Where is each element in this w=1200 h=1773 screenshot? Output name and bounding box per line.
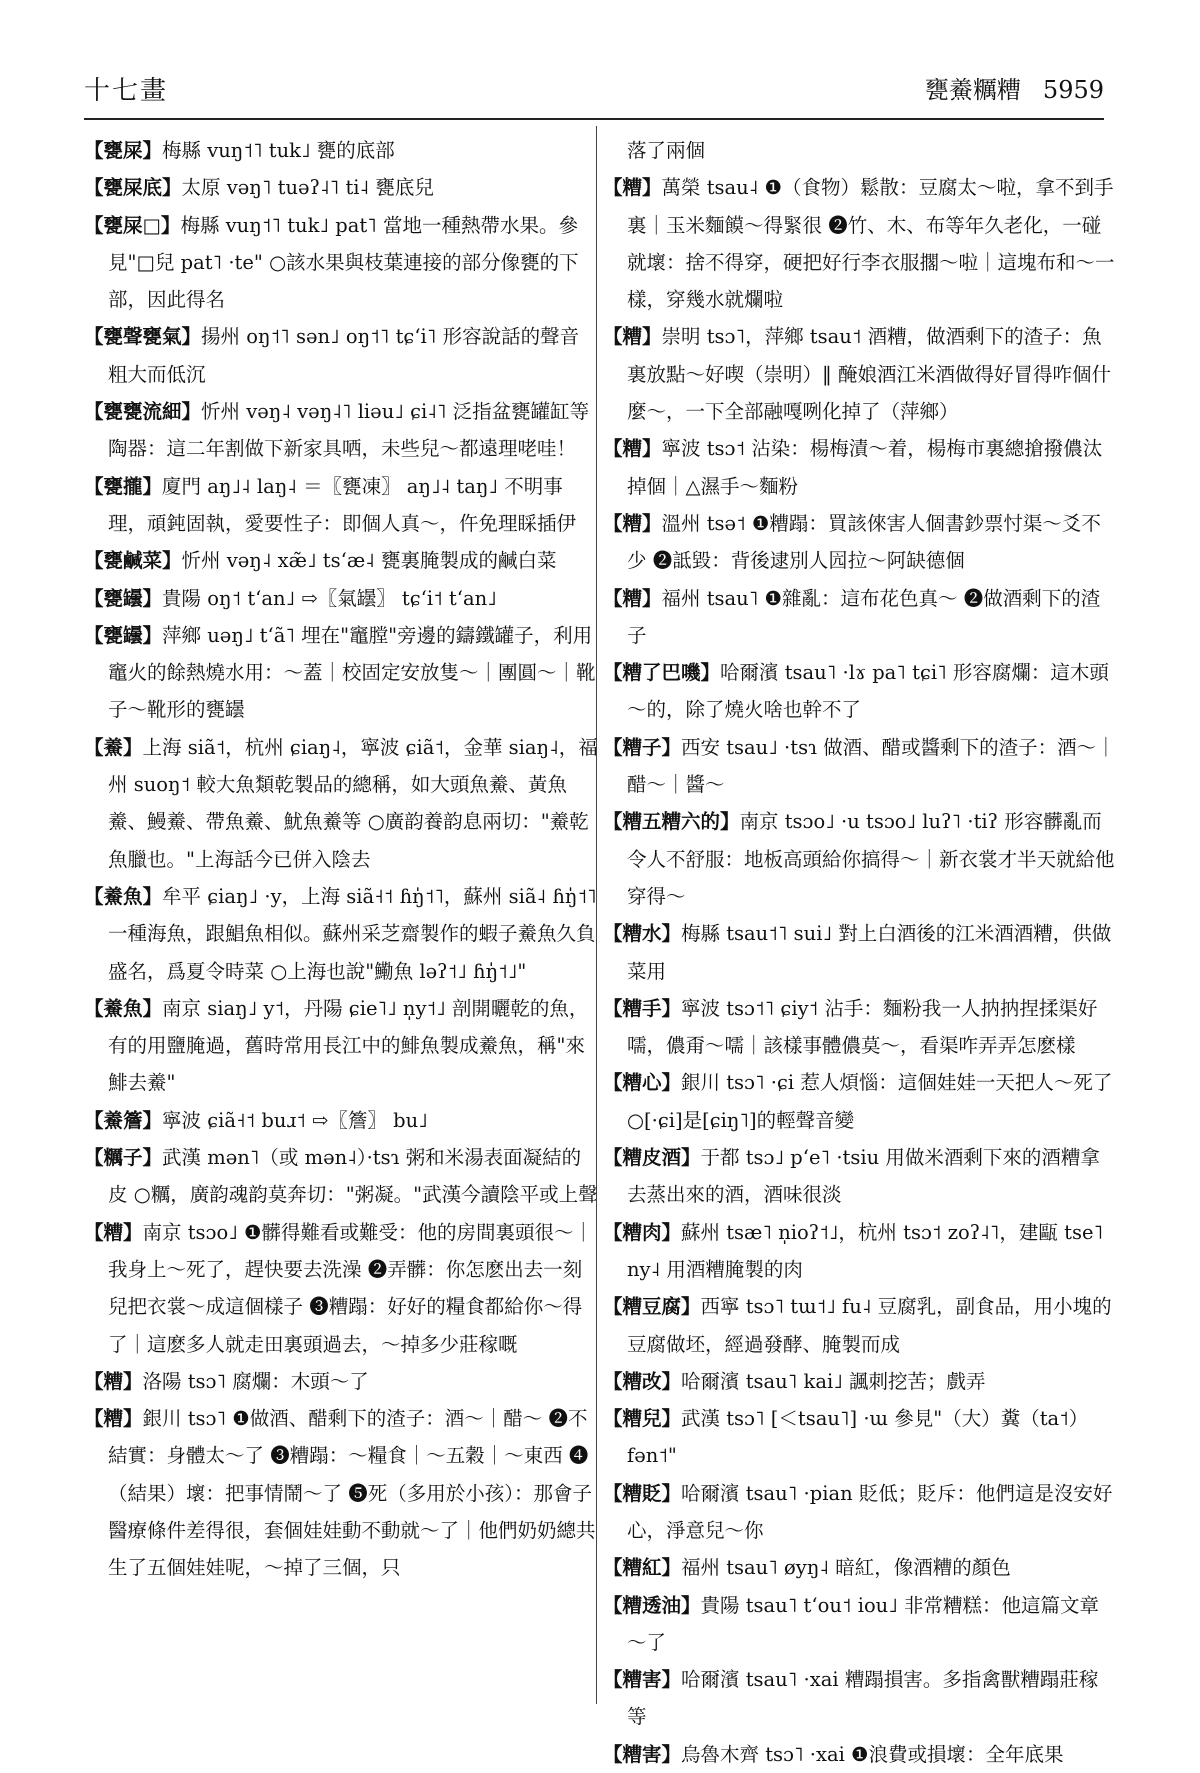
entry-text: 南京 siaŋ˩ y˦，丹陽 ɕie˥˩ n̩y˦˩ 剖開曬乾的魚，有的用鹽腌過，舊時常用長江中的鯡魚製成鯗魚，稱"來鯡去鯗": [108, 996, 589, 1095]
entry-headword: 【甕罎】: [84, 586, 163, 610]
entry-headword: 【甕屎】: [84, 139, 163, 162]
dictionary-entry: [603, 915, 1117, 990]
dictionary-entry: [84, 132, 598, 169]
entry-headword: 【甕攏】: [84, 474, 163, 498]
entry-text: 上海 siã˦，杭州 ɕiaŋ˨，寧波 ɕiã˦，金華 siaŋ˨，福州 suoŋ˦ 較大魚類乾製品的總稱，如大頭魚鯗、黃魚鯗、鰻鯗、帶魚鯗、魷魚鯗等 ○廣韵養韵息兩切："鯗乾魚臘也。"上海話今已併入陰去: [108, 735, 598, 871]
dictionary-entry: [603, 1736, 1117, 1773]
dictionary-entry: [603, 505, 1117, 580]
entry-headword: 【糟手】: [603, 996, 682, 1020]
entry-headword: 【糟子】: [603, 735, 682, 759]
guide-words: [925, 70, 1104, 105]
entry-headword: 【糟害】: [603, 1742, 682, 1766]
dictionary-entry: [603, 1661, 1117, 1736]
entry-text: 梅縣 vuŋ˦˥ tuk˩ pat˥ 當地一種熱帶水果。參見"□兒 pat˥ ·te" ○該水果與枝葉連接的部分像甕的下部，因此得名: [108, 213, 579, 312]
entry-text: 落了兩個: [627, 139, 706, 162]
dictionary-entry: [603, 132, 1117, 169]
header-rule: [84, 118, 1104, 120]
entry-headword: 【糟改】: [603, 1369, 682, 1393]
entry-text: 西安 tsau˩ ·tsɿ 做酒、醋或醬剩下的渣子：酒～｜醋～｜醬～: [627, 735, 1116, 797]
entry-headword: 【糟水】: [603, 922, 682, 946]
dictionary-entry: [84, 393, 598, 468]
dictionary-entry: [603, 1400, 1117, 1475]
dictionary-entry: [84, 169, 598, 206]
entry-headword: 【甕罎】: [84, 623, 163, 647]
dictionary-entry: [84, 1139, 598, 1214]
page-header: [84, 70, 1104, 110]
entry-headword: 【鯗魚】: [84, 996, 163, 1020]
entry-text: 梅縣 vuŋ˦˥ tuk˩ 甕的底部: [162, 139, 395, 162]
entry-text: 武漢 tsɔ˥ [＜tsau˥] ·ɯ 參見"（大）糞（ta˦）fən˦": [627, 1407, 1089, 1468]
dictionary-entry: [84, 990, 598, 1102]
entry-text: 福州 tsau˥ øyŋ˨ 暗紅，像酒糟的顏色: [681, 1556, 1011, 1580]
entry-headword: 【甕屎□】: [84, 213, 181, 237]
entry-text: 烏魯木齊 tsɔ˥ ·xai ❶浪費或損壞：全年底果: [681, 1742, 1064, 1766]
dictionary-entry: [84, 878, 598, 990]
entry-text: 蘇州 tsæ˥ n̩ioʔ˦˩，杭州 tsɔ˦ zoʔ˨˥，建甌 tse˥ ny˨ 用酒糟腌製的肉: [627, 1220, 1104, 1281]
entry-headword: 【糟貶】: [603, 1481, 682, 1505]
dictionary-entry: [603, 803, 1117, 915]
section-label: 十七畫: [84, 76, 169, 106]
entry-text: 貴陽 tsau˥ t‘ou˦ iou˩ 非常糟糕：他這篇文章～了: [627, 1593, 1100, 1654]
entry-text: 貴陽 oŋ˦ t‘an˩ ⇨〖氣罎〗 tɕ‘i˦ t‘an˩: [162, 586, 497, 610]
right-column: [603, 132, 1117, 1773]
page-number: 5959: [1042, 76, 1104, 104]
entry-headword: 【糟透油】: [603, 1593, 701, 1617]
entry-text: 寧波 tsɔ˦ 沾染：楊梅漬～着，楊梅市裏總搶撥儂汰掉個｜△濕手～麵粉: [627, 437, 1103, 498]
entry-headword: 【甕聲甕氣】: [84, 325, 202, 349]
entry-headword: 【糟豆腐】: [603, 1295, 701, 1319]
dictionary-entry: [84, 318, 598, 393]
entry-text: 太原 vəŋ˥ tuəʔ˨˥ ti˨ 甕底兒: [181, 176, 434, 200]
dictionary-entry: [84, 1214, 598, 1363]
entry-headword: 【甕屎底】: [84, 176, 182, 200]
dictionary-entry: [603, 990, 1117, 1065]
entry-text: 于都 tsɔ˩ p‘e˥ ·tsiu 用做米酒剩下來的酒糟拿去蒸出來的酒，酒味很淡: [627, 1146, 1100, 1207]
dictionary-entry: [84, 1102, 598, 1139]
entry-headword: 【糟】: [603, 586, 662, 610]
entry-headword: 【糟】: [603, 437, 662, 461]
entry-text: 南京 tsɔo˩ ❶髒得難看或難受：他的房間裏頭很～｜我身上～死了，趕快要去洗澡 ❷弄髒：你怎麽出去一刻兒把衣裳～成這個樣子 ❸糟蹋：好好的糧食都給你～得了｜這麽多人就走田裏頭過去，～掉多少莊稼嘅: [108, 1220, 594, 1356]
dictionary-entry: [603, 430, 1117, 505]
dictionary-entry: [84, 207, 598, 319]
entry-headword: 【糟紅】: [603, 1556, 682, 1580]
left-column: [84, 132, 598, 1587]
entry-text: 崇明 tsɔ˥，萍鄉 tsau˦ 酒糟，做酒剩下的渣子：魚裏放點～好喫（崇明）‖ 醃娘酒江米酒做得好冒得咋個什麼～，一下全部融嘎咧化掉了（萍鄉）: [627, 325, 1111, 424]
entry-text: 哈爾濱 tsau˥ ·xai 糟蹋損害。多指禽獸糟蹋莊稼等: [627, 1668, 1099, 1729]
entry-headword: 【糟了巴嘰】: [603, 661, 721, 685]
entry-text: 寧波 ɕiã˧˦ buɹ˦ ⇨〖簷〗 bu˩: [162, 1108, 428, 1132]
entry-headword: 【甕鹹菜】: [84, 549, 182, 573]
dictionary-entry: [84, 542, 598, 579]
dictionary-entry: [603, 318, 1117, 430]
dictionary-entry: [603, 580, 1117, 655]
dictionary-entry: [603, 1587, 1117, 1662]
dictionary-entry: [603, 1475, 1117, 1550]
entry-headword: 【糟】: [84, 1220, 143, 1244]
entry-text: 萍鄉 uəŋ˩ t‘ã˥ 埋在"竈膛"旁邊的鑄鐵罐子，利用竈火的餘熱燒水用：～蓋｜校固定安放隻～｜團圓～｜靴子～靴形的甕罎: [108, 623, 596, 722]
entry-text: 西寧 tsɔ˥ tɯ˦˩ fu˨ 豆腐乳，副食品，用小塊的豆腐做坯，經過發酵、腌製而成: [627, 1295, 1112, 1356]
dictionary-entry: [84, 580, 598, 617]
dictionary-entry: [84, 617, 598, 729]
entry-text: 哈爾濱 tsau˥ ·pian 貶低；貶斥：他們這是沒安好心，淨意兒～你: [627, 1481, 1113, 1542]
dictionary-entry: [84, 468, 598, 543]
dictionary-entry: [603, 1064, 1117, 1139]
guide-words-text: 甕鯗糲糟: [924, 76, 1021, 104]
entry-text: 廈門 aŋ˩˨ laŋ˨ ＝〖甕凍〗 aŋ˩˨ taŋ˩ 不明事理，頑鈍固執，愛要性子：即個人真～，仵免理睬插伊: [108, 474, 577, 535]
dictionary-entry: [84, 729, 598, 878]
dictionary-entry: [603, 1139, 1117, 1214]
dictionary-entry: [603, 729, 1117, 804]
dictionary-entry: [603, 1288, 1117, 1363]
entry-text: 南京 tsɔo˩ ·u tsɔo˩ luʔ˥ ·tiʔ 形容髒亂而令人不舒服：地板高頭給你搞得～｜新衣裳才半天就給他穿得～: [627, 810, 1115, 908]
entry-text: 哈爾濱 tsau˥ ·lɤ pa˥ tɕi˥ 形容腐爛：這木頭～的，除了燒火啥也幹不了: [627, 661, 1109, 722]
entry-headword: 【糟五糟六的】: [603, 810, 740, 834]
entry-headword: 【糟皮酒】: [603, 1146, 701, 1170]
entry-text: 揚州 oŋ˦˥ sən˩ oŋ˦˥ tɕ‘i˥ 形容說話的聲音粗大而低沉: [108, 325, 580, 386]
entry-text: 哈爾濱 tsau˥ kai˩ 諷刺挖苦；戲弄: [681, 1369, 986, 1393]
entry-text: 忻州 vəŋ˨ vəŋ˨˥ liəu˩ ɕi˨˥ 泛指盆甕罐缸等陶器：這二年割做下新家具哂，未些兒～都遠理咾哇！: [108, 400, 590, 461]
entry-text: 寧波 tsɔ˦˥ ɕiy˦ 沾手：麵粉我一人抐抐捏揉渠好嚅，儂甭～嚅｜該樣事體儂莫～，看渠咋弄弄怎麽樣: [627, 996, 1098, 1058]
entry-headword: 【糟】: [84, 1407, 143, 1431]
entry-headword: 【糟】: [84, 1369, 143, 1393]
dictionary-entry: [603, 169, 1117, 318]
entry-headword: 【糟肉】: [603, 1220, 682, 1244]
entry-headword: 【糟】: [603, 511, 662, 535]
entry-text: 牟平 ɕiaŋ˩ ·y，上海 siã˧˦ ɦŋ̍˦˥，蘇州 siã˨ ɦŋ̍˦˥ 一種海魚，跟鯧魚相似。蘇州采芝齋製作的蝦子鯗魚久負盛名，爲夏令時菜 ○上海也說"鰳魚 ləʔ˦˩ ɦŋ̍˦˩": [108, 884, 597, 983]
entry-text: 福州 tsau˥ ❶雜亂：這布花色真～ ❷做酒剩下的渣子: [627, 586, 1101, 647]
dictionary-entry: [603, 1549, 1117, 1586]
entry-text: 武漢 mən˥（或 mən˨）·tsɿ 粥和米湯表面凝結的皮 ○糲，廣韵魂韵莫奔切："粥凝。"武漢今讀陰平或上聲: [108, 1146, 598, 1207]
entry-text: 銀川 tsɔ˥ ·ɕi 惹人煩惱：這個娃娃一天把人～死了 ○[·ɕi]是[ɕiŋ˥]的輕聲音變: [627, 1071, 1113, 1132]
dictionary-entry: [84, 1400, 598, 1586]
entry-headword: 【糟害】: [603, 1668, 682, 1692]
entry-text: 洛陽 tsɔ˥ 腐爛：木頭～了: [142, 1369, 369, 1393]
entry-headword: 【鯗簷】: [84, 1108, 163, 1132]
dictionary-entry: [603, 1363, 1117, 1400]
entry-text: 溫州 tsə˦ ❶糟蹋：買該倈害人個書鈔票忖渠～爻不少 ❷詆毀：背後逮別人囥拉～阿缺德個: [627, 511, 1101, 573]
entry-text: 忻州 vəŋ˨ xæ̃˩ ts‘æ˨ 甕裏腌製成的鹹白菜: [181, 549, 557, 573]
entry-headword: 【糲子】: [84, 1146, 163, 1170]
dictionary-entry: [84, 1363, 598, 1400]
dictionary-entry: [603, 1214, 1117, 1289]
dictionary-entry: [603, 654, 1117, 729]
entry-text: 萬榮 tsau˨ ❶（食物）鬆散：豆腐太～啦，拿不到手裏｜玉米麵饃～得緊很 ❷竹、木、布等年久老化，一碰就壞：捨不得穿，硬把好行李衣服擱～啦｜這塊布和～一樣，穿幾水就爛啦: [627, 176, 1115, 312]
entry-headword: 【糟心】: [603, 1071, 682, 1095]
entry-text: 梅縣 tsau˦˥ sui˩ 對上白酒後的江米酒酒糟，供做菜用: [627, 922, 1112, 983]
entry-headword: 【糟】: [603, 325, 662, 349]
entry-headword: 【糟】: [603, 176, 662, 200]
entry-text: 銀川 tsɔ˥ ❶做酒、醋剩下的渣子：酒～｜醋～ ❷不結實：身體太～了 ❸糟蹋：～糧食｜～五穀｜～東西 ❹（結果）壞：把事情鬧～了 ❺死（多用於小孩）：那會子醫療條件差得很，套個娃娃動不動就～了｜他們奶奶總共生了五個娃娃呢，～掉了三個，只: [108, 1407, 596, 1580]
entry-headword: 【甕甕流細】: [84, 400, 202, 424]
entry-headword: 【鯗魚】: [84, 884, 163, 908]
entry-headword: 【鯗】: [84, 735, 143, 759]
entry-headword: 【糟兒】: [603, 1407, 682, 1431]
